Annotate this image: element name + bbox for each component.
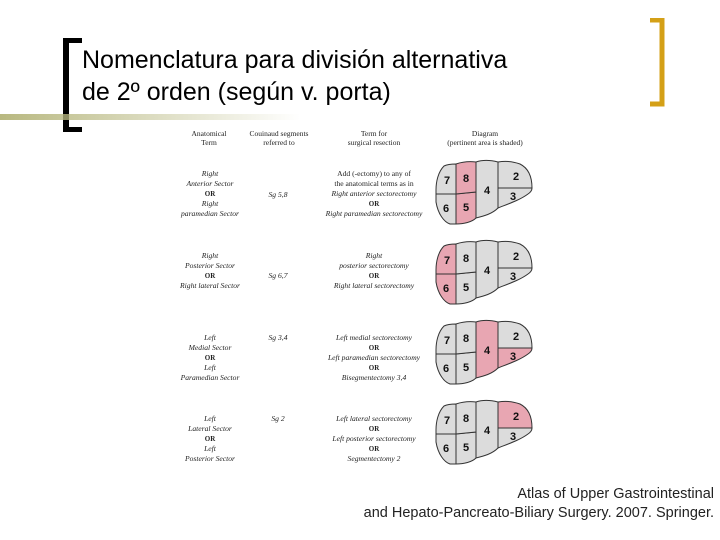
segment-6-label: 6 — [443, 363, 450, 375]
citation — [364, 485, 714, 523]
segment-6-label: 6 — [443, 283, 450, 295]
right-bracket — [648, 18, 668, 108]
segment-4-label: 4 — [484, 345, 491, 357]
header-surgical-resection: Term for surgical resection — [347, 129, 401, 147]
row1-resection: Add (-ectomy) to any of the anatomical terms as in Right anterior sectorectomy OR Right paramedian sectorectomy — [325, 169, 423, 218]
row2-resection: Right posterior sectorectomy OR Right lateral sectorectomy — [333, 251, 415, 290]
segment-7-label: 7 — [444, 175, 451, 187]
segment-6-label: 6 — [443, 443, 450, 455]
segment-2-label: 2 — [513, 411, 520, 423]
row4-anatomical-term: Left Lateral Sector OR Left Posterior Sector — [185, 414, 235, 463]
segment-5-label: 5 — [463, 202, 470, 214]
row3-segments: Sg 3,4 — [268, 333, 288, 342]
citation-line-1: Atlas of Upper Gastrointestinal — [517, 486, 714, 502]
row1-segments: Sg 5,8 — [268, 190, 288, 199]
citation-line-2: and Hepato-Pancreato-Biliary Surgery. 2007. Springer. — [363, 505, 714, 521]
header-couinaud-segments: Couinaud segments referred to — [249, 129, 309, 147]
segment-2-label: 2 — [513, 331, 520, 343]
title-underline — [0, 109, 300, 117]
row3-anatomical-term: Left Medial Sector OR Left Paramedian Sector — [180, 333, 240, 382]
segment-2-label: 2 — [513, 171, 520, 183]
page-title — [82, 44, 642, 108]
segment-5-label: 5 — [463, 282, 470, 294]
segment-2-label: 2 — [513, 251, 520, 263]
liver-diagram-row2 — [434, 238, 536, 310]
nomenclature-table — [174, 124, 540, 474]
segment-8-label: 8 — [463, 253, 470, 265]
header-diagram: Diagram (pertinent area is shaded) — [447, 129, 523, 147]
liver-diagram-row4 — [434, 398, 536, 470]
segment-6-label: 6 — [443, 203, 450, 215]
segment-8-label: 8 — [463, 413, 470, 425]
segment-4-label: 4 — [484, 185, 491, 197]
segment-7-label: 7 — [444, 255, 451, 267]
segment-8-label: 8 — [463, 333, 470, 345]
row3-resection: Left medial sectorectomy OR Left paramedian sectorectomy OR Bisegmentectomy 3,4 — [327, 333, 421, 382]
liver-diagram-row3 — [434, 318, 536, 390]
liver-diagram-row1 — [434, 158, 536, 230]
title-line-1: Nomenclatura para división alternativa — [82, 46, 508, 74]
segment-8-label: 8 — [463, 173, 470, 185]
segment-5-label: 5 — [463, 442, 470, 454]
segment-3-label: 3 — [510, 191, 517, 203]
segment-7-label: 7 — [444, 335, 451, 347]
segment-7-label: 7 — [444, 415, 451, 427]
segment-3-label: 3 — [510, 351, 517, 363]
row2-anatomical-term: Right Posterior Sector OR Right lateral Sector — [180, 251, 240, 290]
row1-anatomical-term: Right Anterior Sector OR Right paramedian Sector — [181, 169, 239, 218]
segment-4-label: 4 — [484, 425, 491, 437]
header-anatomical-term: Anatomical Term — [191, 129, 227, 147]
title-line-2: de 2º orden (según v. porta) — [82, 78, 391, 106]
segment-4-label: 4 — [484, 265, 491, 277]
segment-3-label: 3 — [510, 431, 517, 443]
segment-3-label: 3 — [510, 271, 517, 283]
row4-segments: Sg 2 — [271, 414, 285, 423]
row2-segments: Sg 6,7 — [268, 271, 288, 280]
segment-5-label: 5 — [463, 362, 470, 374]
row4-resection: Left lateral sectorectomy OR Left posterior sectorectomy OR Segmentectomy 2 — [332, 414, 416, 463]
